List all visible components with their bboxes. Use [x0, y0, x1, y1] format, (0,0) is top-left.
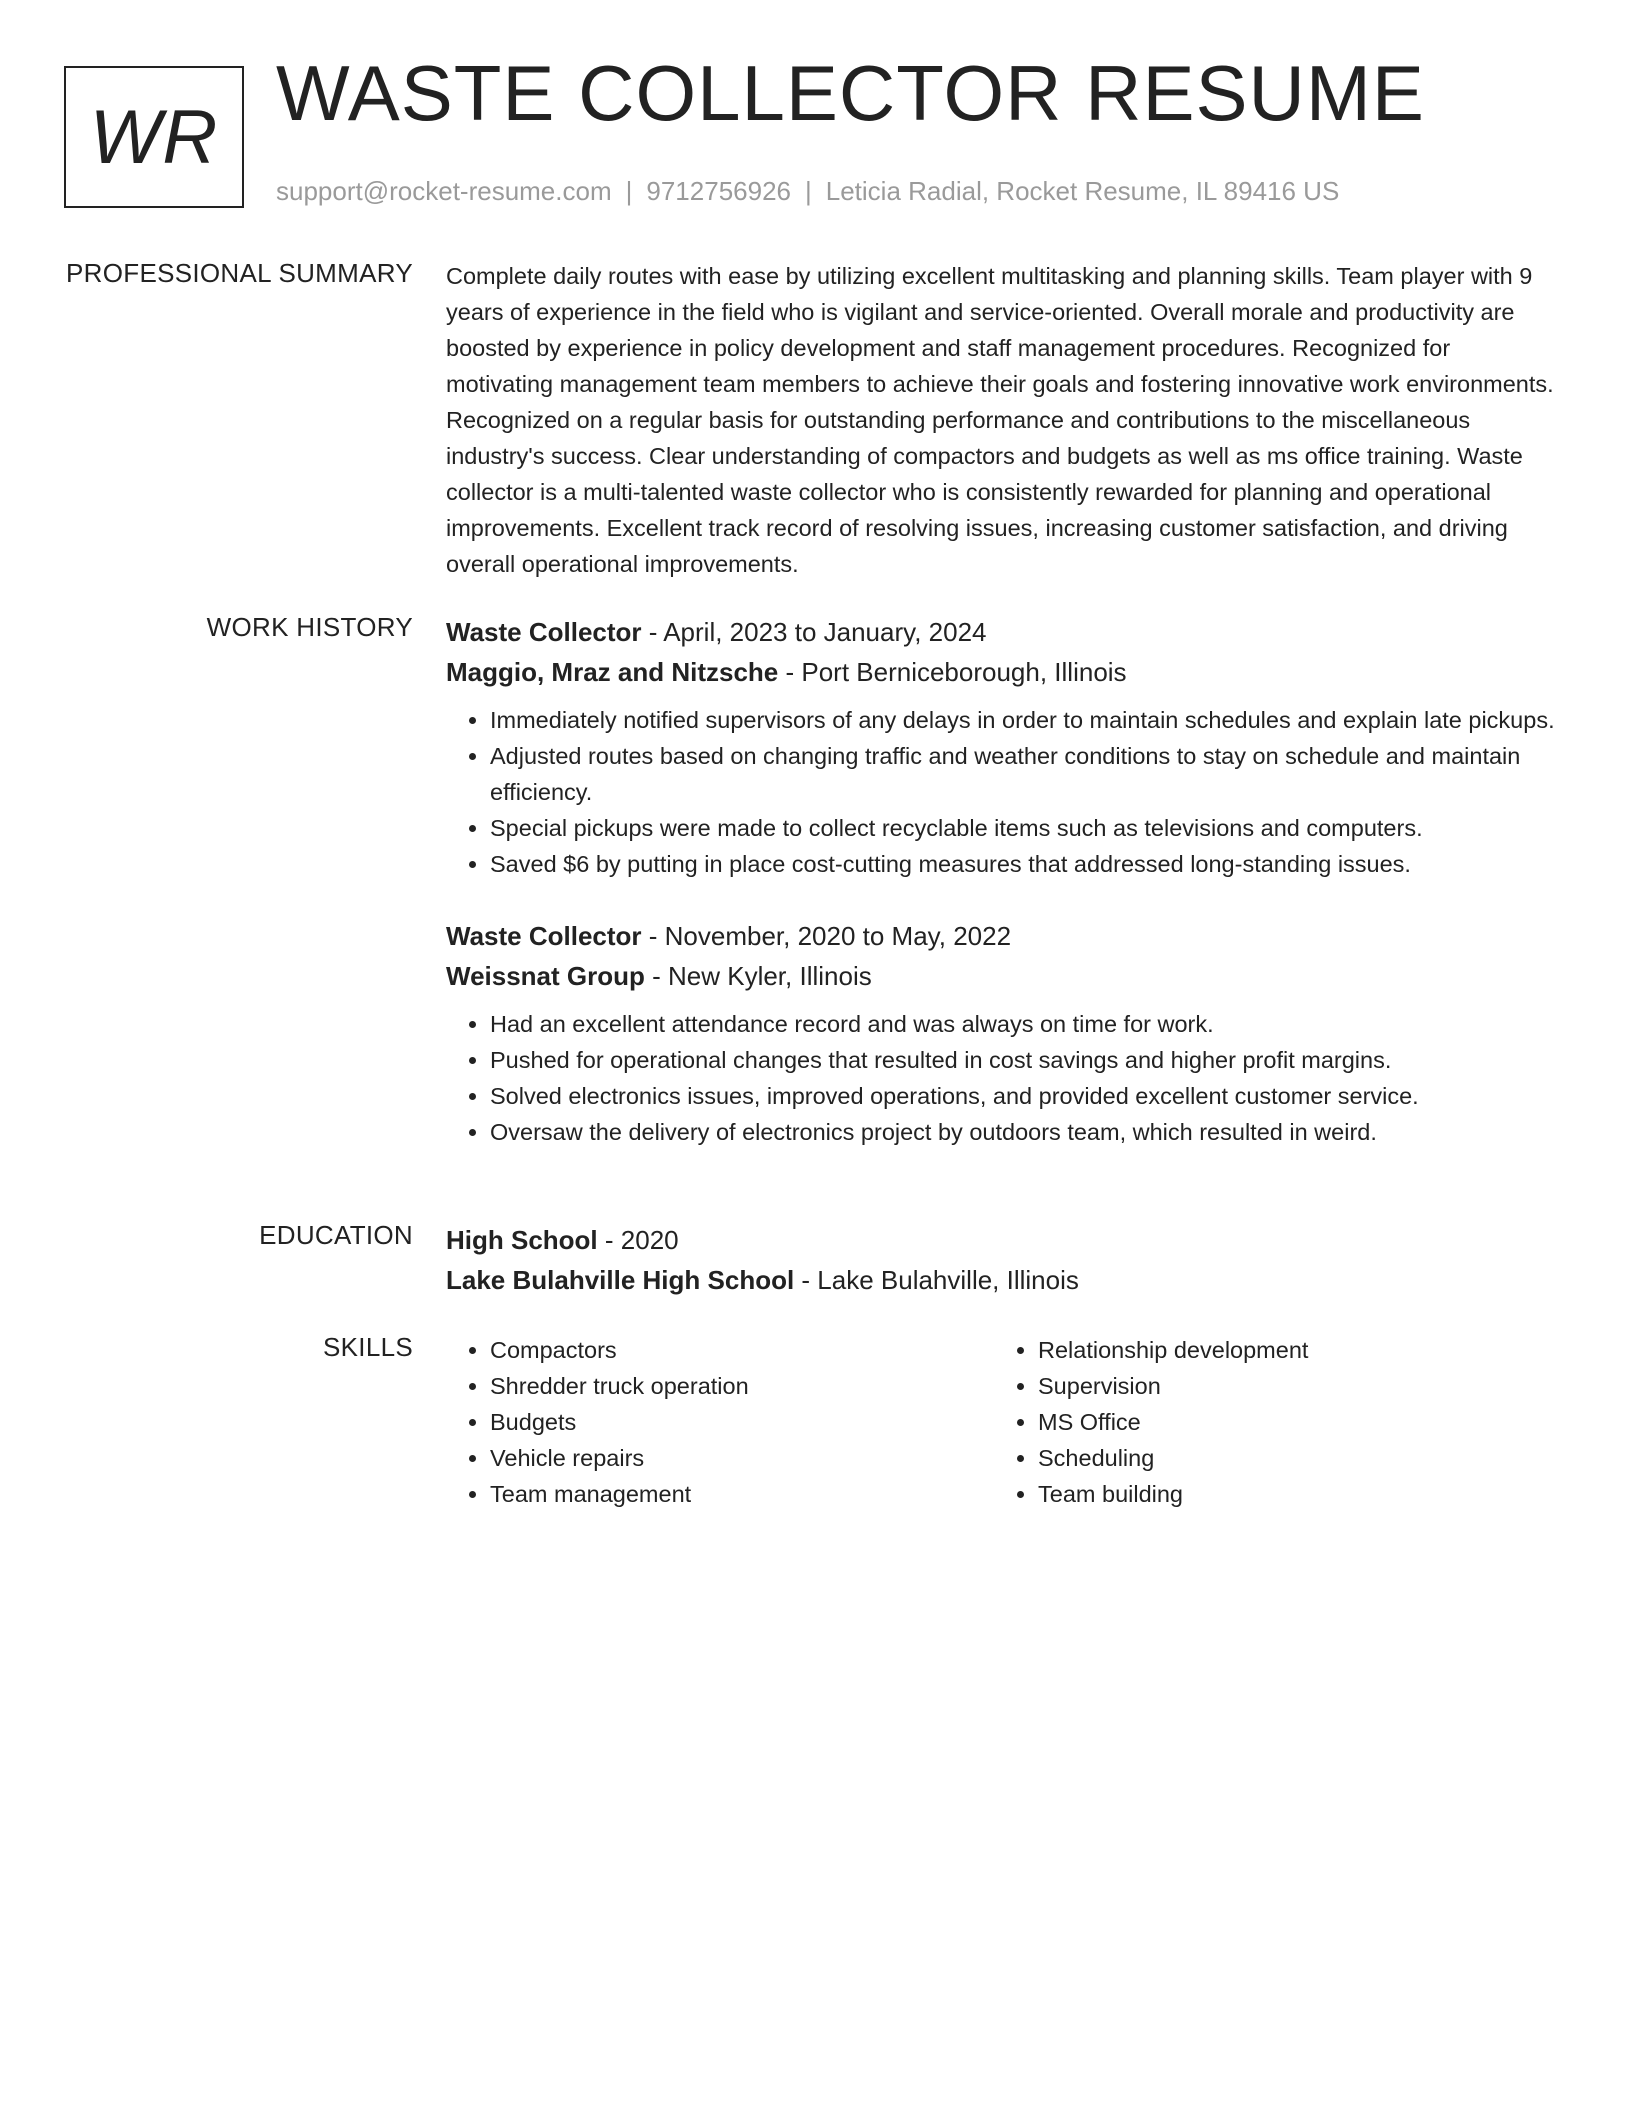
job-company: Maggio, Mraz and Nitzsche — [446, 657, 779, 687]
contact-email: support@rocket-resume.com — [276, 176, 612, 206]
summary-heading: PROFESSIONAL SUMMARY — [66, 258, 413, 288]
contact-phone: 9712756926 — [646, 176, 791, 206]
job-dates: - April, 2023 to January, 2024 — [641, 617, 987, 647]
education-degree: High School — [446, 1225, 598, 1255]
job-entry — [446, 916, 1562, 1150]
job-title-line — [446, 612, 1562, 652]
job-title: Waste Collector — [446, 921, 642, 951]
education-year: - 2020 — [597, 1225, 679, 1255]
contact-separator: | — [625, 176, 633, 206]
job-title-line — [446, 916, 1562, 956]
job-location: - New Kyler, Illinois — [644, 961, 872, 991]
monogram-logo: WR — [64, 66, 244, 208]
job-title: Waste Collector — [446, 617, 642, 647]
education-location: - Lake Bulahville, Illinois — [794, 1265, 1079, 1295]
list-item: • MS Office — [1038, 1404, 1542, 1440]
job-dates: - November, 2020 to May, 2022 — [641, 921, 1012, 951]
job-entry — [446, 612, 1562, 882]
job-company-line — [446, 652, 1562, 692]
work-history-body — [446, 612, 1562, 1150]
list-item: • Vehicle repairs — [490, 1440, 994, 1476]
job-bullets — [446, 1006, 1562, 1150]
job-location: - Port Berniceborough, Illinois — [778, 657, 1127, 687]
list-item: • Solved electronics issues, improved operations, and provided excellent customer service. — [490, 1078, 1562, 1114]
list-item: • Adjusted routes based on changing traffic and weather conditions to stay on schedule and maintain efficiency. — [490, 738, 1562, 810]
list-item: • Shredder truck operation — [490, 1368, 994, 1404]
list-item: • Team management — [490, 1476, 994, 1512]
list-item: • Relationship development — [1038, 1332, 1542, 1368]
list-item: • Oversaw the delivery of electronics project by outdoors team, which resulted in weird. — [490, 1114, 1562, 1150]
list-item: • Immediately notified supervisors of any delays in order to maintain schedules and explain late pickups. — [490, 702, 1562, 738]
job-company: Weissnat Group — [446, 961, 645, 991]
skills-columns — [446, 1332, 1562, 1512]
list-item: • Scheduling — [1038, 1440, 1542, 1476]
resume-title: WASTE COLLECTOR RESUME — [276, 49, 1425, 137]
education-heading: EDUCATION — [259, 1220, 413, 1250]
list-item: • Supervision — [1038, 1368, 1542, 1404]
list-item: • Team building — [1038, 1476, 1542, 1512]
job-bullets — [446, 702, 1562, 882]
contact-line — [276, 176, 1339, 207]
contact-address: Leticia Radial, Rocket Resume, IL 89416 US — [825, 176, 1340, 206]
skills-list-right — [994, 1332, 1542, 1512]
list-item: • Pushed for operational changes that resulted in cost savings and higher profit margins. — [490, 1042, 1562, 1078]
list-item: • Saved $6 by putting in place cost-cutting measures that addressed long-standing issues. — [490, 846, 1562, 882]
skills-list-left — [446, 1332, 994, 1512]
summary-body — [446, 258, 1562, 582]
contact-separator: | — [805, 176, 812, 206]
list-item: • Budgets — [490, 1404, 994, 1440]
work-history-heading: WORK HISTORY — [206, 612, 413, 642]
skills-body — [446, 1332, 1562, 1512]
summary-text: Complete daily routes with ease by utilizing excellent multitasking and planning skills. Team player with 9 years of experience in the field who is vigilant and service-oriented. Overall morale and productivity are boosted by experience in policy development and staff management procedures. Recognized for motivating management team members to achieve their goals and fostering innovative work environments. Recognized on a regular basis for outstanding performance and contributions to the miscellaneous industry's success. Clear understanding of compactors and budgets as well as ms office training. Waste collector is a multi-talented waste collector who is consistently rewarded for planning and operational improvements. Excellent track record of resolving issues, increasing customer satisfaction, and driving overall operational improvements. — [446, 263, 1554, 577]
education-degree-line — [446, 1220, 1562, 1260]
list-item: • Special pickups were made to collect recyclable items such as televisions and computers. — [490, 810, 1562, 846]
skills-heading: SKILLS — [323, 1332, 413, 1362]
education-school-line — [446, 1260, 1562, 1300]
list-item: • Compactors — [490, 1332, 994, 1368]
education-school: Lake Bulahville High School — [446, 1265, 795, 1295]
education-body — [446, 1220, 1562, 1300]
job-company-line — [446, 956, 1562, 996]
list-item: • Had an excellent attendance record and was always on time for work. — [490, 1006, 1562, 1042]
